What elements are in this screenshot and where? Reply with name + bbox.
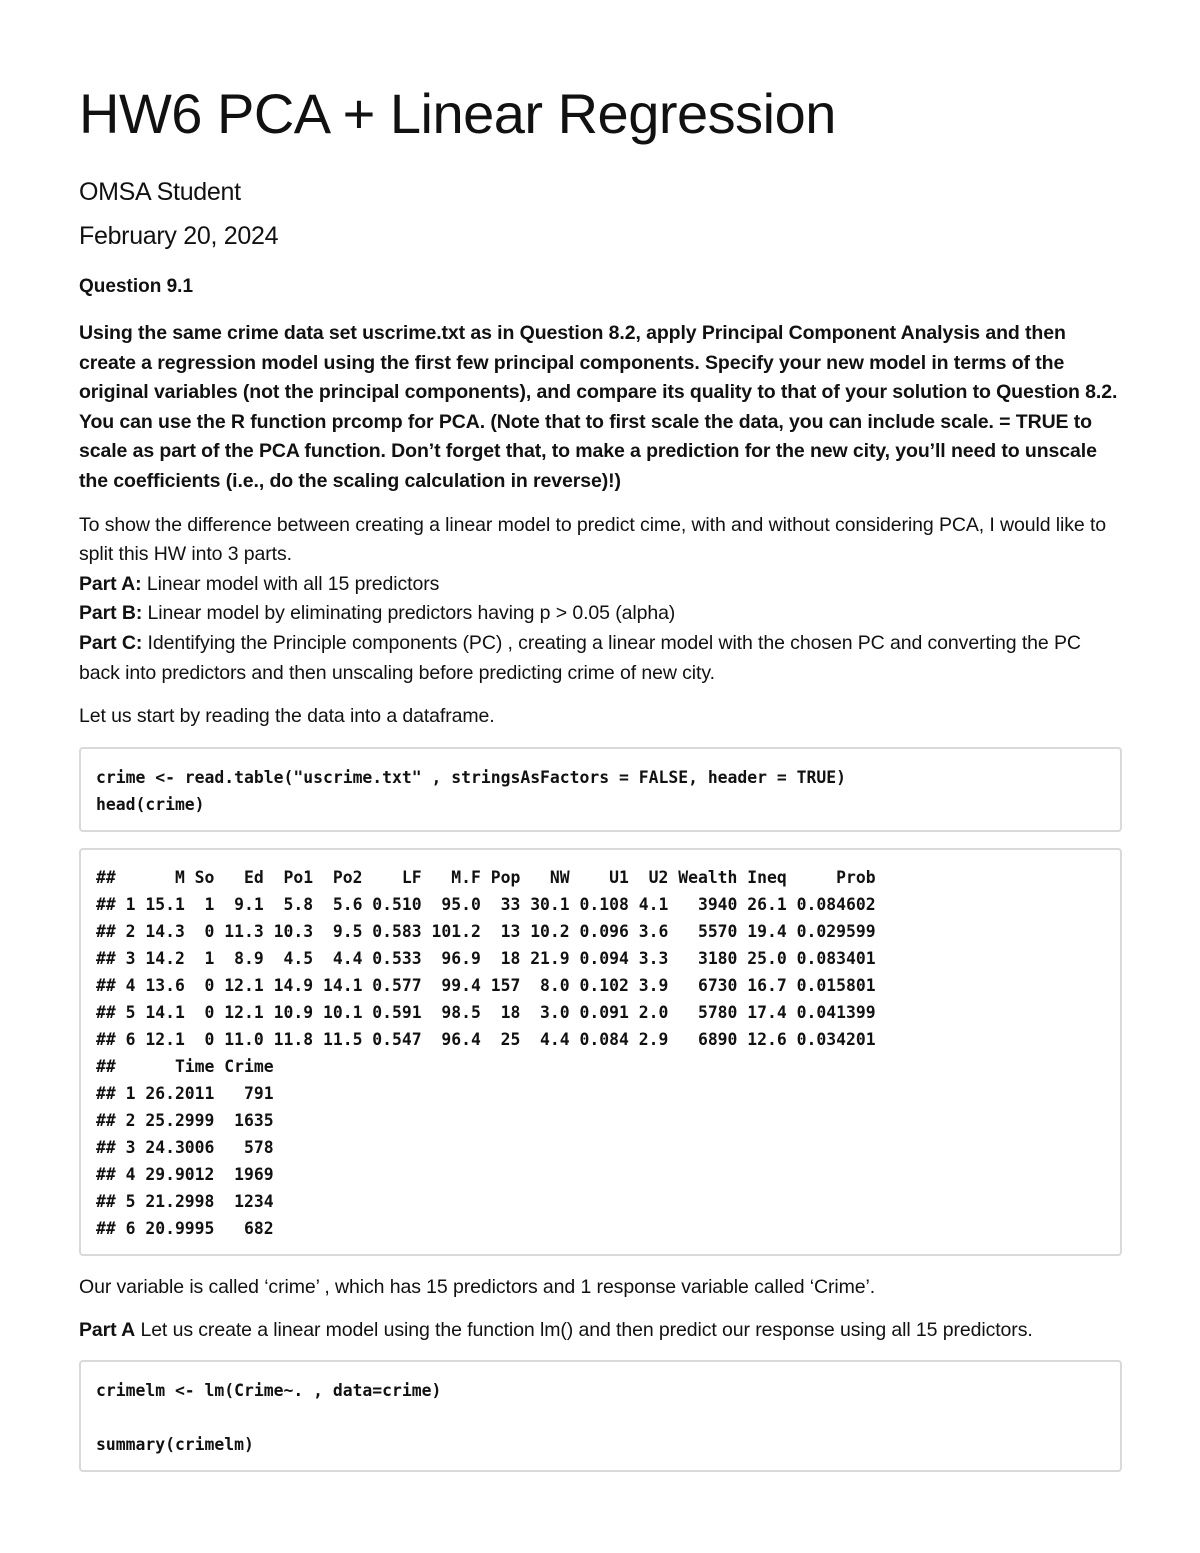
part-a-paragraph [79, 1316, 1122, 1346]
variable-note: Our variable is called ‘crime’ , which has 15 predictors and 1 response variable called ‘Crime’. [79, 1275, 876, 1298]
intro-block [79, 511, 1122, 689]
output-line: ## 3 14.2 1 8.9 4.5 4.4 0.533 96.9 18 21.9 0.094 3.3 3180 25.0 0.083401 [96, 948, 876, 968]
part-a-description: Let us create a linear model using the function lm() and then predict our response using all 15 predictors. [135, 1319, 1033, 1342]
part-b-text: Linear model by eliminating predictors having p > 0.05 (alpha) [142, 602, 676, 625]
output-line: ## 5 14.1 0 12.1 10.9 10.1 0.591 98.5 18 3.0 0.091 2.0 5780 17.4 0.041399 [96, 1002, 876, 1022]
author: OMSA Student [79, 178, 241, 206]
date: February 20, 2024 [79, 222, 279, 250]
output-line: ## 3 24.3006 578 [96, 1137, 274, 1157]
question-text: Using the same crime data set uscrime.txt as in Question 8.2, apply Principal Component Analysis and then create a regression model using the first few principal components. Specify your new model in terms of the original variables (not the principal components), and compare its quality to that of your solution to Question 8.2. You can use the R function prcomp for PCA. (Note that to first scale the data, you can include scale. = TRUE to scale as part of the PCA function. Don’t forget that, to make a prediction for the new city, you’ll need to unscale the coefficients (i.e., do the scaling calculation in reverse)!) [79, 322, 1118, 492]
output-block-head [79, 848, 1122, 1256]
code-line: crime <- read.table("uscrime.txt" , stringsAsFactors = FALSE, header = TRUE) [96, 767, 846, 787]
code-line [96, 1404, 1105, 1431]
output-line: ## 6 20.9995 682 [96, 1218, 274, 1238]
document-title: HW6 PCA + Linear Regression [79, 82, 836, 145]
output-line: ## 4 13.6 0 12.1 14.9 14.1 0.577 99.4 157 8.0 0.102 3.9 6730 16.7 0.015801 [96, 975, 876, 995]
output-line: ## 1 26.2011 791 [96, 1083, 274, 1103]
code-block-lm [79, 1360, 1122, 1472]
part-a-heading: Part A [79, 1319, 136, 1342]
output-line: ## 5 21.2998 1234 [96, 1191, 274, 1211]
output-line: ## 1 15.1 1 9.1 5.8 5.6 0.510 95.0 33 30.1 0.108 4.1 3940 26.1 0.084602 [96, 894, 876, 914]
read-intro: Let us start by reading the data into a dataframe. [79, 705, 495, 728]
part-a-text: Linear model with all 15 predictors [141, 572, 440, 595]
code-line: summary(crimelm) [96, 1434, 254, 1454]
output-line: ## Time Crime [96, 1056, 274, 1076]
output-line: ## 4 29.9012 1969 [96, 1164, 274, 1184]
code-block-read [79, 747, 1122, 832]
part-a-label: Part A: [79, 572, 142, 595]
output-line: ## M So Ed Po1 Po2 LF M.F Pop NW U1 U2 Wealth Ineq Prob [96, 867, 876, 887]
part-b-label: Part B: [79, 602, 143, 625]
part-c-label: Part C: [79, 631, 143, 654]
part-c-text: Identifying the Principle components (PC) , creating a linear model with the chosen PC and converting the PC back into predictors and then unscaling before predicting crime of new city. [79, 631, 1081, 684]
intro-text: To show the difference between creating a linear model to predict cime, with and without considering PCA, I would like to split this HW into 3 parts. [79, 513, 1107, 566]
code-line: head(crime) [96, 794, 205, 814]
question-heading: Question 9.1 [79, 276, 194, 297]
code-line: crimelm <- lm(Crime~. , data=crime) [96, 1380, 442, 1400]
output-line: ## 2 25.2999 1635 [96, 1110, 274, 1130]
output-line: ## 6 12.1 0 11.0 11.8 11.5 0.547 96.4 25 4.4 0.084 2.9 6890 12.6 0.034201 [96, 1029, 876, 1049]
output-line: ## 2 14.3 0 11.3 10.3 9.5 0.583 101.2 13 10.2 0.096 3.6 5570 19.4 0.029599 [96, 921, 876, 941]
